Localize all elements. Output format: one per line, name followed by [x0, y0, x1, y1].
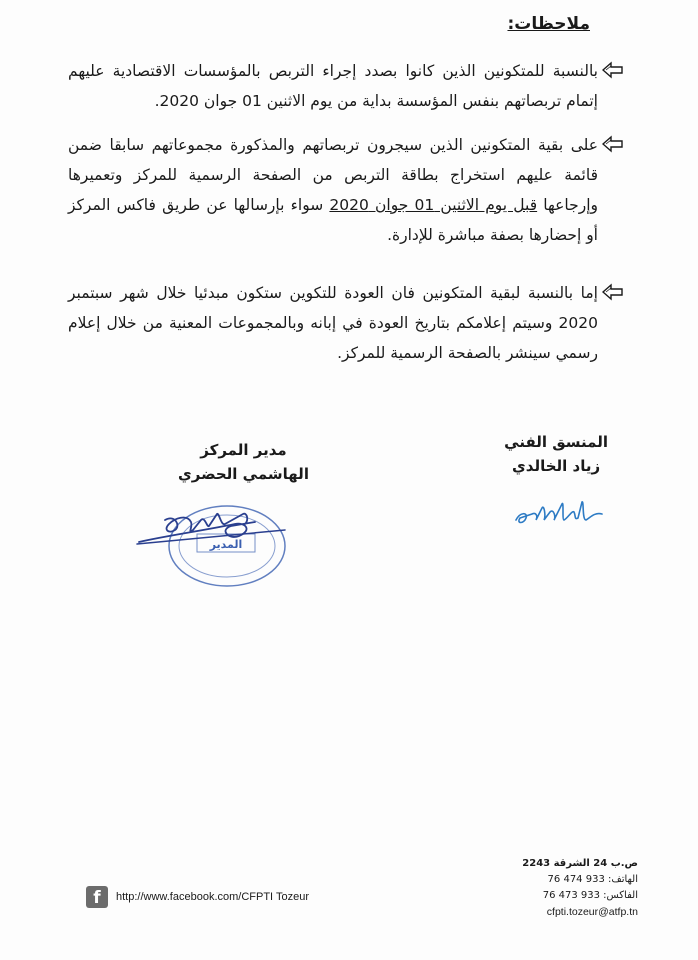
official-stamp-and-signature	[135, 500, 295, 590]
notes-title: ملاحظات:	[507, 14, 590, 34]
note-text-1: بالنسبة للمتكونين الذين كانوا بصدد إجراء التربص بالمؤسسات الاقتصادية عليهم إتمام تربصاتهم بنفس المؤسسة بداية من يوم الاثنين 01 جوان 2020.	[68, 62, 598, 110]
footer-phone: الهاتف: 933 474 76	[547, 874, 638, 885]
note-item-1	[68, 56, 598, 116]
director-role: مدير المركز	[200, 441, 287, 459]
coordinator-signature-block	[504, 430, 608, 478]
footer-address: ص.ب 24 الشرقة 2243	[522, 858, 638, 869]
footer-fax: الفاكس: 933 473 76	[542, 890, 638, 901]
coordinator-handwritten-signature	[510, 490, 610, 530]
facebook-icon: f	[86, 886, 108, 908]
director-signature-block	[178, 438, 309, 486]
deadline-text: قبل يوم الاثنين 01 جوان 2020	[329, 196, 538, 214]
arrow-left-icon	[602, 61, 624, 79]
facebook-url-link[interactable]: http://www.facebook.com/CFPTI Tozeur	[116, 891, 309, 903]
footer-contact	[522, 856, 638, 921]
note-item-2	[68, 130, 598, 250]
director-name: الهاشمي الحضري	[178, 465, 309, 483]
coordinator-name: زياد الخالدي	[512, 457, 601, 475]
footer-email-link[interactable]: cfpti.tozeur@atfp.tn	[546, 906, 638, 918]
arrow-left-icon	[602, 135, 624, 153]
arrow-left-icon	[602, 283, 624, 301]
note-text-2-after: سواء بإرسالها عن طريق فاكس المركز أو إحضارها بصفة مباشرة للإدارة.	[68, 196, 598, 244]
coordinator-role: المنسق الفني	[504, 433, 608, 451]
stamp-text: المدير	[209, 538, 243, 551]
footer-facebook	[86, 886, 309, 908]
note-item-3	[68, 278, 598, 368]
note-text-2	[68, 130, 598, 250]
note-text-2-before: على بقية المتكونين الذين سيجرون تربصاتهم والمذكورة مجموعاتهم سابقا ضمن قائمة عليهم استخراج بطاقة التربص من الصفحة الرسمية للمركز وتعميرها وإرجاعها	[68, 136, 598, 214]
note-text-3: إما بالنسبة لبقية المتكونين فان العودة للتكوين ستكون مبدئيا خلال شهر سبتمبر 2020 وسيتم إعلامكم بتاريخ العودة في إبانه وبالمجموعات المعنية من خلال إعلام رسمي سينشر بالصفحة الرسمية للمركز.	[68, 284, 598, 362]
